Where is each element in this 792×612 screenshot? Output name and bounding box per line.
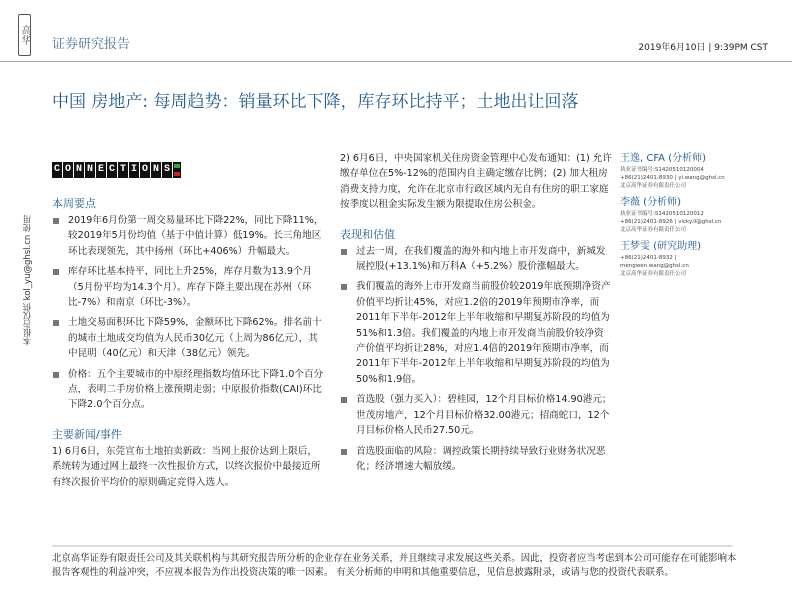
connections-letter: N <box>85 162 95 178</box>
highlights-list <box>52 213 324 413</box>
report-date: 2019年6月10日 | 9:39PM CST <box>638 43 768 53</box>
connections-logo <box>52 162 181 178</box>
analyst-info: 执业证书编号:S1420510120012 <box>620 211 704 217</box>
connections-letter: I <box>129 162 139 178</box>
usage-note: 本报告仅供 kol_yu@ghsl.cn 使用 <box>23 215 33 346</box>
list-item: 库存环比基本持平，同比上升25%，库存月数为13.9个月（5月份平均为14.3个月）。库存下降主要出现在苏州（环比-7%）和南京（环比-3%）。 <box>52 264 324 310</box>
news-item: 2) 6月6日，中央国家机关住房资金管理中心发布通知：(1) 允许缴存单位在5%-12%的范围内自主确定缴存比例；(2) 加大租房消费支持力度，允许在北京市行政区域内无自有住房的职工家庭按季度以租金实际发生额为限提取住房公积金。 <box>340 153 612 211</box>
analyst-name: 王逸, CFA (分析师) <box>620 153 706 164</box>
page-title: 中国 房地产: 每周趋势：销量环比下降，库存环比持平；土地出让回落 <box>52 92 579 112</box>
connections-letter: N <box>74 162 84 178</box>
footer-divider <box>52 545 733 547</box>
analyst-info[interactable]: mengwen.wang@ghsl.cn <box>620 263 689 269</box>
list-item: 首选股（强力买入）：碧桂园，12个月目标价格14.90港元；世茂房地产，12个月目标价格32.00港元；招商蛇口，12个月目标价格人民币27.50元。 <box>340 392 612 438</box>
connections-letter: T <box>118 162 128 178</box>
signal-lights-icon <box>173 162 181 178</box>
analyst-info: 北京高华证券有限责任公司 <box>620 183 687 189</box>
analyst-info: 北京高华证券有限责任公司 <box>620 227 687 233</box>
header-divider <box>0 61 792 62</box>
analyst-card <box>620 196 785 234</box>
analyst-name: 李薇 (分析师) <box>620 197 681 208</box>
list-item: 过去一周，在我们覆盖的海外和内地上市开发商中，新城发展控股(+13.1%)和万科A（+5.2%）股价涨幅最大。 <box>340 244 612 275</box>
valuation-list <box>340 244 612 475</box>
analyst-info: 北京高华证券有限责任公司 <box>620 271 687 277</box>
middle-column <box>340 151 612 479</box>
connections-letter: C <box>107 162 117 178</box>
news-heading: 主要新闻/事件 <box>52 427 122 441</box>
analyst-card <box>620 240 785 278</box>
list-item: 价格：五个主要城市的中原经理指数均值环比下降1.0个百分点，表明二手房价格上涨预期走弱；中原报价指数(CAI)环比下降2.0个百分点。 <box>52 367 324 413</box>
connections-letter: S <box>162 162 172 178</box>
connections-letter: O <box>140 162 150 178</box>
valuation-heading: 表现和估值 <box>340 227 395 241</box>
news-item: 1) 6月6日，东莞宣布土地拍卖新政：当网上报价达到上限后，系统转为通过网上最终一次性报价方式，以终次报价中最接近所有终次报价平均价的原则确定竞得入选人。 <box>52 445 321 488</box>
connections-letter: N <box>151 162 161 178</box>
analyst-info: 执业证书编号:S1420510120004 <box>620 167 704 173</box>
analyst-column <box>620 152 785 284</box>
list-item: 土地交易面积环比下降59%，金额环比下降62%。排名前十的城市土地成交均值为人民币30亿元（上周为86亿元），其中昆明（40亿元）和天津（38亿元）领先。 <box>52 315 324 361</box>
analyst-info[interactable]: +86(21)2401-8926 | vicky.li@ghsl.cn <box>620 219 722 225</box>
list-item: 首选股面临的风险：调控政策长期持续导致行业财务状况恶化；经济增速大幅放缓。 <box>340 444 612 475</box>
list-item: 2019年6月份第一周交易量环比下降22%，同比下降11%，较2019年5月份均值（基于中值计算）低19%。长三角地区环比表现领先，其中扬州（环比+406%）升幅最大。 <box>52 213 324 259</box>
highlights-heading: 本周要点 <box>52 197 96 210</box>
analyst-info: +86(21)2401-8932 | <box>620 255 677 261</box>
connections-letter: O <box>63 162 73 178</box>
left-column <box>52 196 324 490</box>
company-logo: 高华 <box>18 14 31 56</box>
report-type: 证券研究报告 <box>52 37 131 52</box>
analyst-info[interactable]: +86(21)2401-8930 | yi.wang@ghsl.cn <box>620 175 725 181</box>
connections-letter: E <box>96 162 106 178</box>
list-item: 我们覆盖的海外上市开发商当前股价较2019年底预期净资产价值平均折让45%，对应1.2倍的2019年预期市净率，而2011年下半年-2012年上半年收缩和早期复苏阶段的均值为51%和1.3倍。我们覆盖的内地上市开发商当前股价较净资产价值平均折让28%，对应1.4倍的2019年预期市净率，而2011年下半年-2012年上半年收缩和早期复苏阶段的均值为50%和1.9倍。 <box>340 279 612 387</box>
disclaimer: 北京高华证券有限责任公司及其关联机构与其研究报告所分析的企业存在业务关系，并且继续寻求发展这些关系。因此，投资者应当考虑到本公司可能存在可能影响本报告客观性的利益冲突，不应视本报告为作出投资决策的唯一因素。 有关分析师的申明和其他重要信息，见信息披露附录，或请与您的投资代表联系。 <box>52 553 737 578</box>
analyst-card <box>620 152 785 190</box>
analyst-name: 王梦雯 (研究助理) <box>620 241 701 252</box>
connections-letter: C <box>52 162 62 178</box>
